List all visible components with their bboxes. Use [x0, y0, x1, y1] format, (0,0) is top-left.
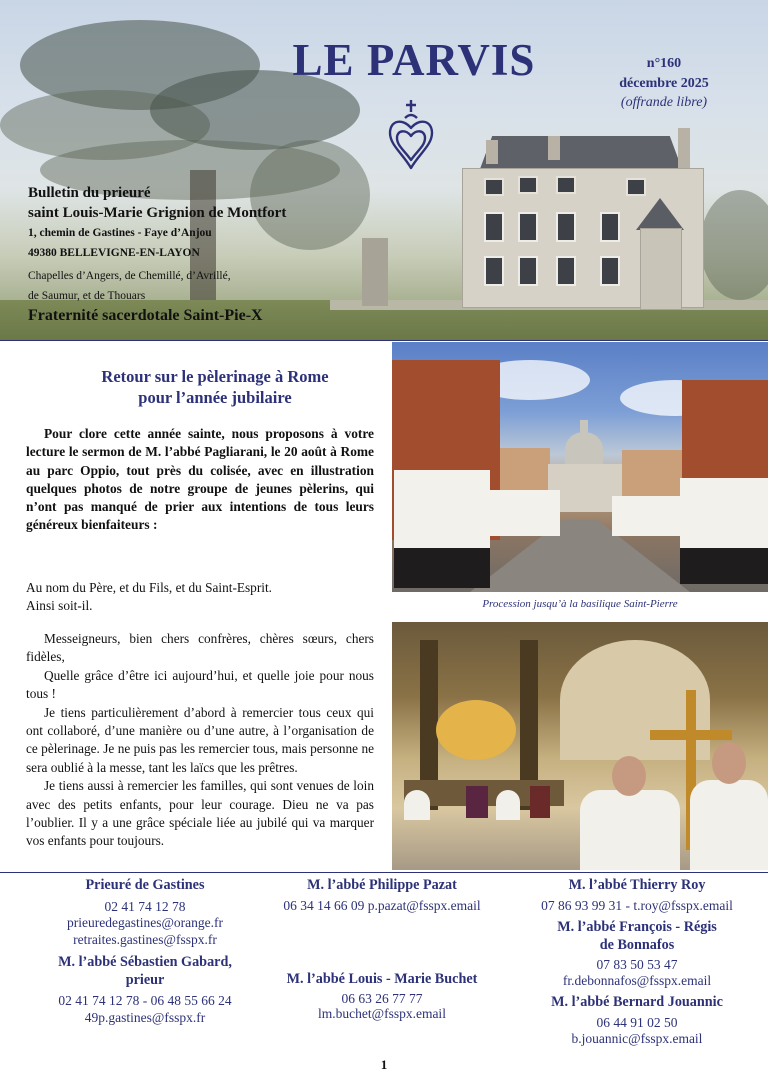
- gabard-phones[interactable]: 02 41 74 12 78 - 06 48 55 66 24: [58, 993, 232, 1008]
- gabard-email[interactable]: 49p.gastines@fsspx.fr: [84, 1010, 206, 1025]
- cedar-tree-foliage: [250, 140, 370, 250]
- window: [518, 256, 538, 286]
- masthead: [0, 0, 768, 340]
- cleric-small: [404, 790, 430, 820]
- bishop: [530, 786, 550, 818]
- buchet-name: M. l’abbé Louis - Marie Buchet: [286, 971, 478, 987]
- seminarians-left-row-far: [490, 490, 560, 536]
- bonnafos-name-line-1: M. l’abbé François - Régis: [557, 919, 717, 935]
- tower: [640, 228, 682, 310]
- bishop: [466, 786, 488, 818]
- seminarians-right-row: [680, 478, 768, 550]
- right-tree: [700, 190, 768, 300]
- fraternity-name: Fraternité sacerdotale Saint-Pie-X: [28, 307, 263, 324]
- article-title-line-1: Retour sur le pèlerinage à Rome: [101, 367, 329, 386]
- sermon-paragraph: Messeigneurs, bien chers confrères, chères sœurs, chers fidèles,: [26, 631, 374, 665]
- window: [556, 212, 576, 242]
- cassocks-left-row: [394, 548, 490, 588]
- buchet-email[interactable]: lm.buchet@fsspx.email: [318, 1006, 446, 1021]
- chapels-line-2: de Saumur, et de Thouars: [28, 290, 146, 302]
- chimney: [678, 128, 690, 168]
- window: [484, 212, 504, 242]
- footer-divider: [0, 872, 768, 873]
- photo-caption: Procession jusqu’à la basilique Saint-Pierre: [482, 598, 678, 610]
- window: [600, 256, 620, 286]
- article-title-line-2: pour l’année jubilaire: [138, 388, 292, 407]
- chateau-roof: [470, 136, 692, 172]
- gabard-name-line-1: M. l’abbé Sébastien Gabard,: [58, 954, 232, 970]
- bulletin-line-2: saint Louis-Marie Grignion de Montfort: [28, 205, 287, 221]
- address-line-2: 49380 BELLEVIGNE-EN-LAYON: [28, 247, 200, 259]
- chapels-line-1: Chapelles d’Angers, de Chemillé, d’Avrillé,: [28, 270, 231, 282]
- prieure-email-2[interactable]: retraites.gastines@fsspx.fr: [73, 932, 217, 947]
- page-number: 1: [380, 1057, 388, 1072]
- pazat-name: M. l’abbé Philippe Pazat: [307, 877, 457, 893]
- chimney: [486, 140, 498, 164]
- seminarians-right-row-far: [612, 496, 680, 536]
- masthead-title: LE PARVIS: [292, 35, 536, 85]
- header-divider: [0, 340, 768, 341]
- pazat-contact[interactable]: 06 34 14 66 09 p.pazat@fsspx.email: [283, 898, 481, 913]
- prieure-name: Prieuré de Gastines: [85, 877, 205, 893]
- bonnafos-email[interactable]: fr.debonnafos@fsspx.email: [562, 973, 712, 988]
- issue-number: n°160: [646, 56, 682, 71]
- sign-of-cross: [26, 579, 374, 616]
- processional-cross-arm: [650, 730, 732, 740]
- cleric-small: [496, 790, 520, 820]
- stone-pillar: [362, 238, 388, 306]
- intro-paragraph: Pour clore cette année sainte, nous proposons à votre lecture le sermon de M. l’abbé Pagliarani, le 20 août à Rome au parc Oppio, tout près du colisée, avec en illustration quelques photos de notre groupe de jeunes pèlerins, qui n’ont pas manqué de prier aux intentions de tous leurs généreux bienfaiteurs :: [26, 426, 374, 533]
- dormer-window: [556, 176, 576, 194]
- buchet-phone[interactable]: 06 63 26 77 77: [341, 991, 423, 1006]
- jouannic-email[interactable]: b.jouannic@fsspx.email: [571, 1031, 703, 1046]
- offering-note: (offrande libre): [620, 95, 708, 110]
- dormer-window: [626, 178, 646, 196]
- issue-date: décembre 2025: [619, 76, 709, 91]
- roy-contact[interactable]: 07 86 93 99 31 - t.roy@fsspx.email: [541, 898, 733, 913]
- chimney: [548, 136, 560, 160]
- server-head: [612, 756, 646, 796]
- dormer-window: [518, 176, 538, 194]
- jouannic-phone[interactable]: 06 44 91 02 50: [596, 1015, 678, 1030]
- address-line-1: 1, chemin de Gastines - Faye d’Anjou: [28, 227, 212, 239]
- prieure-email-1[interactable]: prieuredegastines@orange.fr: [67, 915, 223, 930]
- sermon-text: [26, 630, 374, 851]
- cassocks-right-row: [680, 548, 768, 584]
- sermon-paragraph: Quelle grâce d’être ici aujourd’hui, et quelle joie pour nous tous !: [26, 667, 374, 702]
- article-intro: [26, 425, 374, 535]
- window: [518, 212, 538, 242]
- jouannic-name: M. l’abbé Bernard Jouannic: [551, 994, 723, 1010]
- basilica-dome: [565, 432, 603, 466]
- sign-line-1: Au nom du Père, et du Fils, et du Saint-Esprit.: [26, 580, 272, 595]
- window: [556, 256, 576, 286]
- roy-name: M. l’abbé Thierry Roy: [568, 877, 706, 893]
- server-surplice: [690, 780, 768, 870]
- bulletin-line-1: Bulletin du prieuré: [28, 185, 151, 201]
- sermon-paragraph: Je tiens aussi à remercier les familles, qui sont venues de loin avec des petits enfants, pour leur courage. Dieu ne va pas l’oublier. Il y a une grâce spéciale liée au jubilé qui va marquer vos enfants pour toujours.: [26, 778, 374, 849]
- window: [484, 256, 504, 286]
- dormer-window: [484, 178, 504, 196]
- prieure-phone[interactable]: 02 41 74 12 78: [104, 899, 186, 914]
- sermon-paragraph: Je tiens particulièrement d’abord à remercier tous ceux qui ont collaboré, d’une manière ou d’une autre, à l’organisation de ce pèlerinage. Je ne puis pas les remercier tous, mais personne ne sera oublié à la messe, tant les laïcs que les prêtres.: [26, 704, 374, 775]
- server-head: [712, 742, 746, 784]
- bonnafos-phone[interactable]: 07 83 50 53 47: [596, 957, 678, 972]
- sign-line-2: Ainsi soit-il.: [26, 598, 93, 614]
- gloria-glow: [436, 700, 516, 760]
- seminarians-left-row: [394, 470, 490, 550]
- gabard-name-line-2: prieur: [125, 972, 165, 988]
- bonnafos-name-line-2: de Bonnafos: [599, 937, 675, 953]
- sacred-heart-icon: [386, 98, 436, 172]
- window: [600, 212, 620, 242]
- server-surplice: [580, 790, 680, 870]
